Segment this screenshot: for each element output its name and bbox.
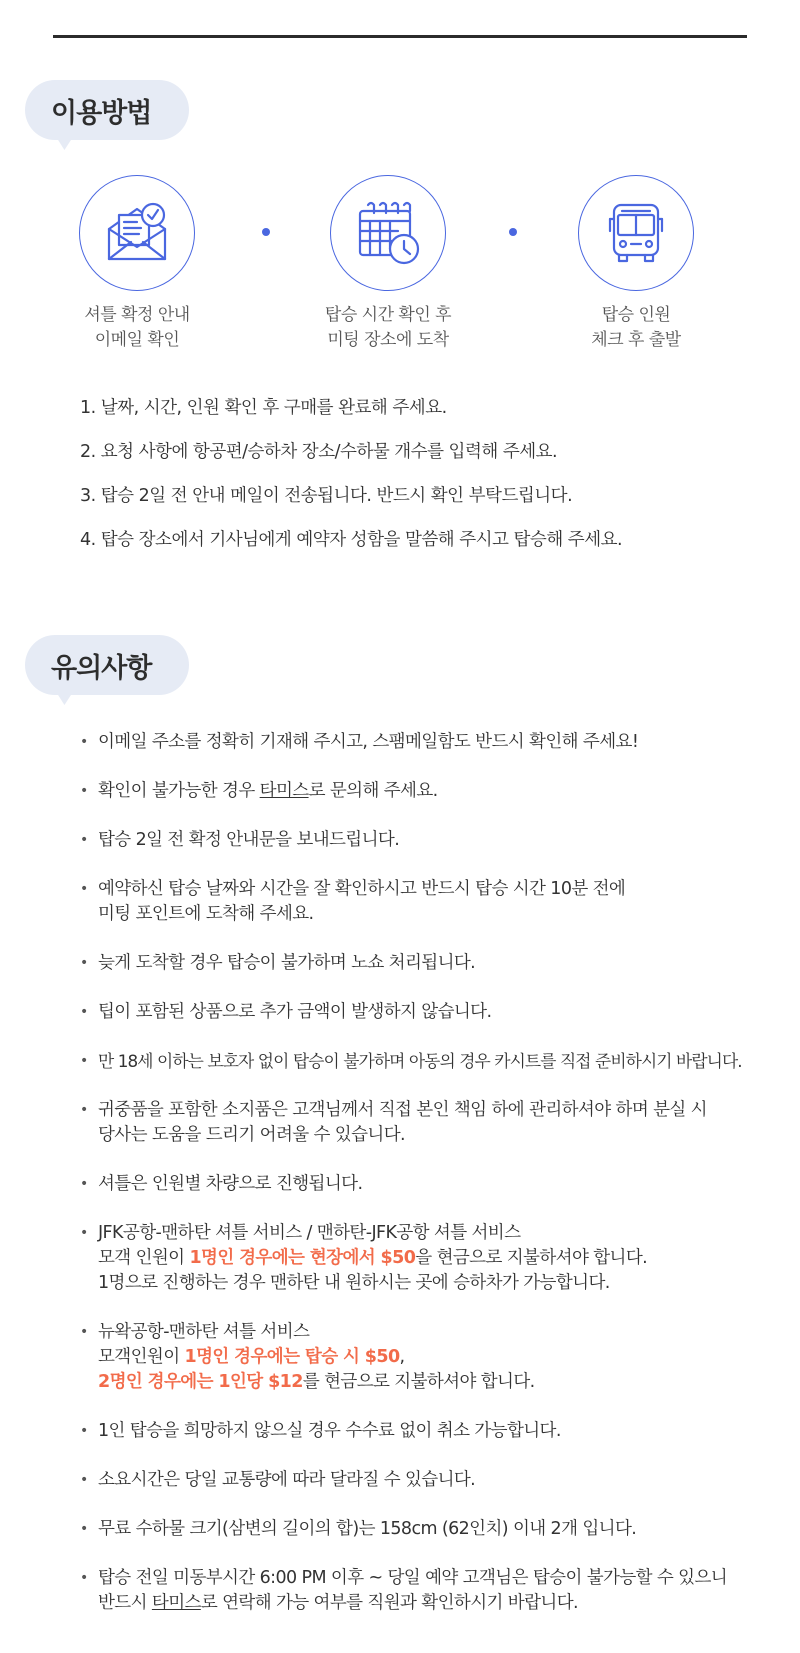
- list-item: [80, 730, 780, 755]
- note-text: • 팁이 포함된 상품으로 추가 금액이 발생하지 않습니다.: [98, 1002, 492, 1022]
- list-item: [80, 1049, 780, 1074]
- note-text: 모객인원이: [98, 1347, 185, 1367]
- list-item: 1. 날짜, 시간, 인원 확인 후 구매를 완료해 주세요.: [80, 398, 447, 418]
- note-text: • 무료 수하물 크기(삼변의 길이의 합)는 158cm (62인치) 이내 2개 입니다.: [98, 1519, 637, 1539]
- step-board-depart: [536, 175, 736, 353]
- note-text: • 탑승 전일 미동부시간 6:00 PM 이후 ~ 당일 예약 고객님은 탑승이 불가능할 수 있으니: [98, 1568, 728, 1588]
- list-item: [80, 1221, 780, 1296]
- note-text: 1명으로 진행하는 경우 맨하탄 내 원하시는 곳에 승하차가 가능합니다.: [98, 1273, 610, 1293]
- list-item: [80, 1098, 780, 1148]
- note-text: 을 현금으로 지불하셔야 합니다.: [415, 1248, 648, 1268]
- list-item: 2. 요청 사항에 항공편/승하차 장소/수하물 개수를 입력해 주세요.: [80, 442, 558, 462]
- step-separator-dot: [509, 228, 517, 236]
- note-text: • 뉴왁공항-맨하탄 셔틀 서비스: [98, 1322, 310, 1342]
- list-item: [80, 779, 780, 804]
- price-highlight: 1명인 경우에는 탑승 시 $50: [184, 1347, 400, 1367]
- note-text: • 이메일 주소를 정확히 기재해 주시고, 스팸메일함도 반드시 확인해 주세요!: [98, 732, 639, 752]
- note-text: 를 현금으로 지불하셔야 합니다.: [302, 1372, 535, 1392]
- tamis-link[interactable]: 타미스: [259, 781, 309, 801]
- list-item: [80, 951, 780, 976]
- bus-icon: [578, 175, 694, 291]
- note-text: • 예약하신 탑승 날짜와 시간을 잘 확인하시고 반드시 탑승 시간 10분 전에: [98, 879, 626, 899]
- step-caption-line2: 체크 후 출발: [591, 330, 681, 350]
- list-item: [80, 828, 780, 853]
- email-check-icon: [79, 175, 195, 291]
- note-text: 모객 인원이: [98, 1248, 190, 1268]
- step-email-confirm: [37, 175, 237, 353]
- note-text: 미팅 포인트에 도착해 주세요.: [98, 904, 314, 924]
- price-highlight: 2명인 경우에는 1인당 $12: [98, 1372, 303, 1392]
- calendar-clock-icon: [330, 175, 446, 291]
- list-item: 4. 탑승 장소에서 기사님에게 예약자 성함을 말씀해 주시고 탑승해 주세요.: [80, 530, 623, 550]
- note-text: • 귀중품을 포함한 소지품은 고객님께서 직접 본인 책임 하에 관리하셔야 하며 분실 시: [98, 1100, 707, 1120]
- step-caption-line2: 미팅 장소에 도착: [327, 330, 449, 350]
- note-text: ,: [399, 1347, 405, 1367]
- usage-steps-list: [80, 395, 740, 571]
- usage-section-title: 이용방법: [25, 80, 189, 140]
- step-separator-dot: [262, 228, 270, 236]
- note-text: 로 연락해 가능 여부를 직원과 확인하시기 바랍니다.: [200, 1593, 578, 1613]
- note-text: 확인이 불가능한 경우: [98, 781, 260, 801]
- notes-section-title: 유의사항: [25, 635, 189, 695]
- note-text: 반드시: [98, 1593, 152, 1613]
- note-text: 로 문의해 주세요.: [308, 781, 438, 801]
- notes-list: [80, 730, 780, 1640]
- list-item: [80, 1419, 780, 1444]
- note-text: • 1인 탑승을 희망하지 않으실 경우 수수료 없이 취소 가능합니다.: [98, 1421, 561, 1441]
- list-item: [80, 1468, 780, 1493]
- note-text: • 만 18세 이하는 보호자 없이 탑승이 불가하며 아동의 경우 카시트를 직접 준비하시기 바랍니다.: [98, 1051, 742, 1071]
- note-text: • JFK공항-맨하탄 셔틀 서비스 / 맨하탄-JFK공항 셔틀 서비스: [98, 1223, 521, 1243]
- list-item: 3. 탑승 2일 전 안내 메일이 전송됩니다. 반드시 확인 부탁드립니다.: [80, 486, 573, 506]
- list-item: [80, 1172, 780, 1197]
- price-highlight: 1명인 경우에는 현장에서 $50: [189, 1248, 416, 1268]
- step-caption-line1: 탑승 시간 확인 후: [324, 305, 452, 325]
- list-item: [80, 1517, 780, 1542]
- list-item: [80, 1566, 780, 1616]
- top-divider: [53, 35, 747, 38]
- note-text: • 늦게 도착할 경우 탑승이 불가하며 노쇼 처리됩니다.: [98, 953, 476, 973]
- note-text: • 소요시간은 당일 교통량에 따라 달라질 수 있습니다.: [98, 1470, 476, 1490]
- step-caption-line1: 탑승 인원: [601, 305, 671, 325]
- step-caption-line1: 셔틀 확정 안내: [84, 305, 190, 325]
- step-caption-line2: 이메일 확인: [94, 330, 180, 350]
- note-text: • 셔틀은 인원별 차량으로 진행됩니다.: [98, 1174, 363, 1194]
- step-arrive-meeting: [288, 175, 488, 353]
- note-text: 당사는 도움을 드리기 어려울 수 있습니다.: [98, 1125, 405, 1145]
- tamis-link[interactable]: 타미스: [151, 1593, 201, 1613]
- list-item: [80, 1320, 780, 1395]
- list-item: [80, 877, 780, 927]
- note-text: • 탑승 2일 전 확정 안내문을 보내드립니다.: [98, 830, 400, 850]
- list-item: [80, 1000, 780, 1025]
